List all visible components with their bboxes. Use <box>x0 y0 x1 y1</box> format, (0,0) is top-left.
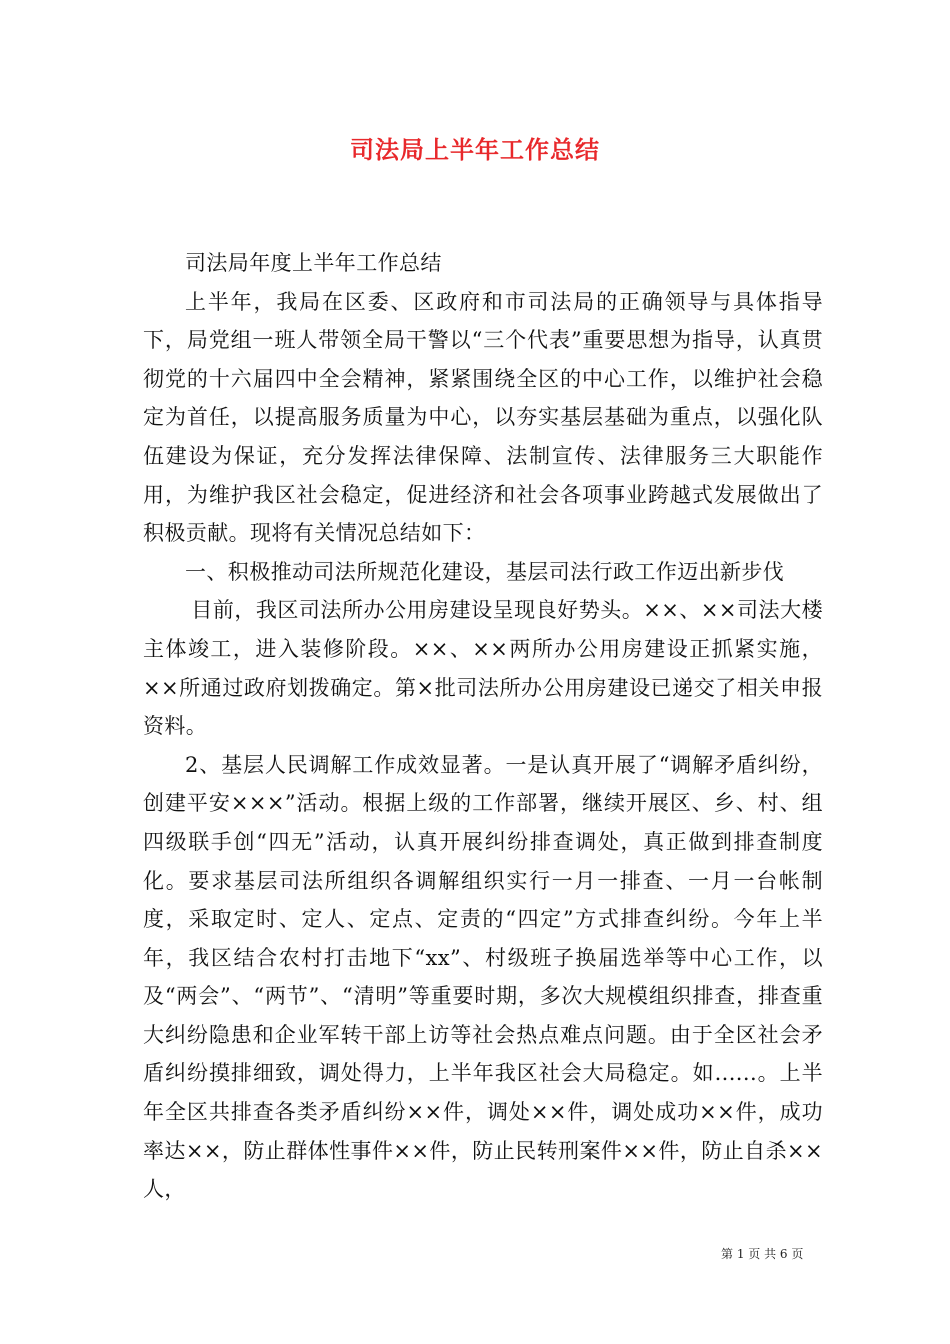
paragraph-office-construction: 目前，我区司法所办公用房建设呈现良好势头。××、××司法大楼主体竣工，进入装修阶段。××、××两所办公用房建设正抓紧实施，××所通过政府划拨确定。第×批司法所办公用房建设已递交了相关申报资料。 <box>143 598 823 739</box>
document-body <box>143 244 823 1209</box>
page-number: 第 1 页 共 6 页 <box>721 1247 804 1261</box>
subtitle-paragraph: 司法局年度上半年工作总结 <box>185 251 442 275</box>
document-title: 司法局上半年工作总结 <box>350 135 600 164</box>
paragraph-mediation: 2、基层人民调解工作成效显著。一是认真开展了“调解矛盾纠纷，创建平安×××”活动。根据上级的工作部署，继续开展区、乡、村、组四级联手创“四无”活动，认真开展纠纷排查调处，真正做到排查制度化。要求基层司法所组织各调解组织实行一月一排查、一月一台帐制度，采取定时、定人、定点、定责的“四定”方式排查纠纷。今年上半年，我区结合农村打击地下“xx”、村级班子换届选举等中心工作，以及“两会”、“两节”、“清明”等重要时期，多次大规模组织排查，排查重大纠纷隐患和企业军转干部上访等社会热点难点问题。由于全区社会矛盾纠纷摸排细致，调处得力，上半年我区社会大局稳定。如......。上半年全区共排查各类矛盾纠纷××件，调处××件，调处成功××件，成功率达××，防止群体性事件××件，防止民转刑案件××件，防止自杀××人， <box>143 752 823 1202</box>
section-heading-1: 一、积极推动司法所规范化建设，基层司法行政工作迈出新步伐 <box>185 559 785 584</box>
intro-paragraph: 上半年，我局在区委、区政府和市司法局的正确领导与具体指导下，局党组一班人带领全局干警以“三个代表”重要思想为指导，认真贯彻党的十六届四中全会精神，紧紧围绕全区的中心工作，以维护社会稳定为首任，以提高服务质量为中心，以夯实基层基础为重点，以强化队伍建设为保证，充分发挥法律保障、法制宣传、法律服务三大职能作用，为维护我区社会稳定，促进经济和社会各项事业跨越式发展做出了积极贡献。现将有关情况总结如下： <box>143 289 823 546</box>
